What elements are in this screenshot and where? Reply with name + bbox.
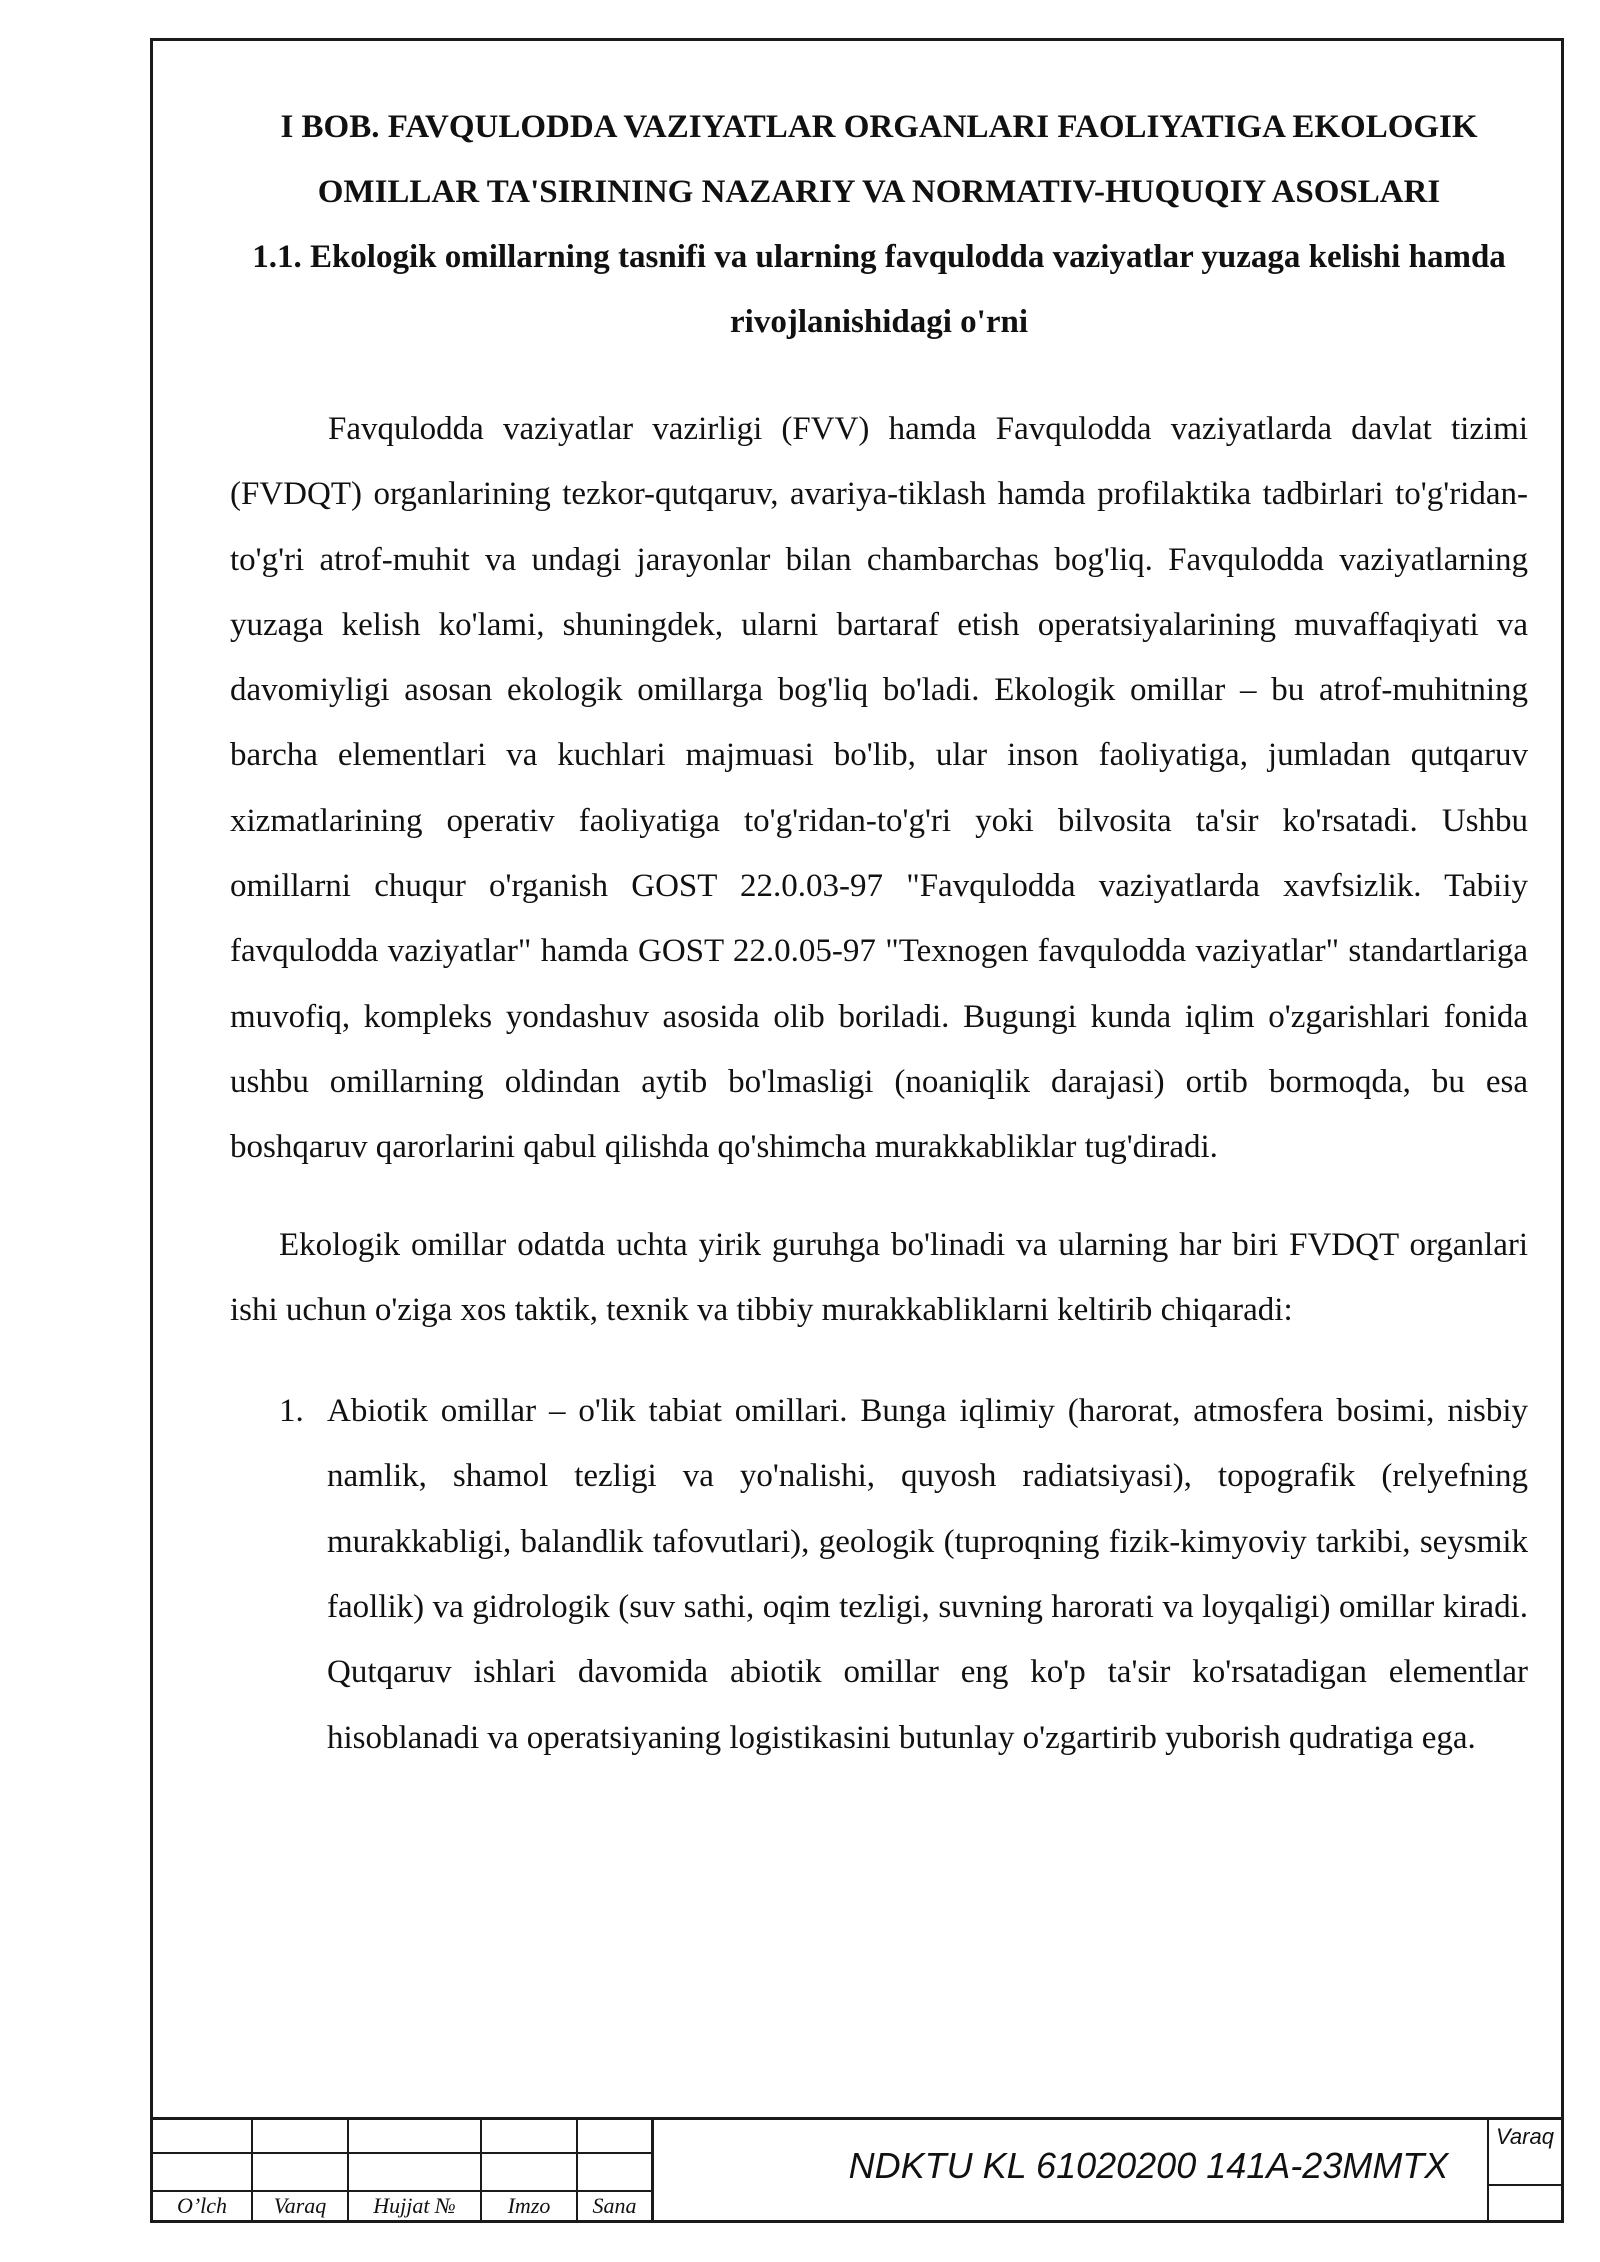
sheet-box-divider: [1489, 2184, 1561, 2186]
sheet-number-box: [1487, 2120, 1561, 2220]
list-item: [230, 1379, 1528, 1771]
document-body: [230, 95, 1528, 1771]
stamp-label-sana: Sana: [592, 2193, 637, 2218]
title-block-stamp: [150, 2117, 1564, 2223]
chapter-title: I BOB. FAVQULODDA VAZIYATLAR ORGANLARI FAOLIYATIGA EKOLOGIK OMILLAR TA'SIRINING NAZARIY VA NORMATIV-HUQUQIY ASOSLARI: [280, 109, 1478, 210]
stamp-label-imzo: Imzo: [507, 2193, 551, 2218]
document-code-cell: [651, 2120, 1600, 2220]
list-item-number: 1.: [279, 1393, 304, 1430]
factor-list: [230, 1379, 1528, 1771]
document-code: NDKTU KL 61020200 141A-23MMTX: [848, 2145, 1449, 2186]
stamp-label-olch: O’lch: [176, 2193, 228, 2218]
stamp-grid: [153, 2120, 651, 2220]
paragraph-1: Favqulodda vaziyatlar vazirligi (FVV) hamda Favqulodda vaziyatlarda davlat tizimi (FVDQT) organlarining tezkor-qutqaruv, avariya-tiklash hamda profilaktika tadbirlari to'g'ridan-to'g'ri atrof-muhit va undagi jarayonlar bilan chambarchas bog'liq. Favqulodda vaziyatlarning yuzaga kelish ko'lami, shuningdek, ularni bartaraf etish operatsiyalarining muvaffaqiyati va davomiyligi asosan ekologik omillarga bog'liq bo'ladi. Ekologik omillar – bu atrof-muhitning barcha elementlari va kuchlari majmuasi bo'lib, ular inson faoliyatiga, jumladan qutqaruv xizmatlarining operativ faoliyatiga to'g'ridan-to'g'ri yoki bilvosita ta'sir ko'rsatadi. Ushbu omillarni chuqur o'rganish GOST 22.0.03-97 "Favqulodda vaziyatlarda xavfsizlik. Tabiiy favqulodda vaziyatlar" hamda GOST 22.0.05-97 "Texnogen favqulodda vaziyatlar" standartlariga muvofiq, kompleks yondashuv asosida olib boriladi. Bugungi kunda iqlim o'zgarishlari fonida ushbu omillarning oldindan aytib bo'lmasligi (noaniqlik darajasi) ortib bormoqda, bu esa boshqaruv qarorlarini qabul qilishda qo'shimcha murakkabliklar tug'diradi.: [230, 411, 1528, 1166]
stamp-label-varaq: Varaq: [273, 2193, 327, 2218]
list-item-text: Abiotik omillar – o'lik tabiat omillari. Bunga iqlimiy (harorat, atmosfera bosimi, nisbiy namlik, shamol tezligi va yo'nalishi, quyosh radiatsiyasi), topografik (relyefning murakkabligi, balandlik tafovutlari), geologik (tuproqning fizik-kimyoviy tarkibi, seysmik faollik) va gidrologik (suv sathi, oqim tezligi, suvning harorati va loyqaligi) omillar kiradi. Qutqaruv ishlari davomida abiotik omillar eng ko'p ta'sir ko'rsatadigan elementlar hisoblanadi va operatsiyaning logistikasini butunlay o'zgartirib yuborish qudratiga ega.: [327, 1393, 1528, 1756]
stamp-label-hujjat: Hujjat №: [373, 2193, 456, 2218]
paragraph-2: Ekologik omillar odatda uchta yirik guruhga bo'linadi va ularning har biri FVDQT organlari ishi uchun o'ziga xos taktik, texnik va tibbiy murakkabliklarni keltirib chiqaradi:: [230, 1226, 1528, 1328]
section-title: 1.1. Ekologik omillarning tasnifi va ularning favqulodda vaziyatlar yuzaga kelishi hamda rivojlanishidagi o'rni: [252, 239, 1506, 340]
sheet-label: Varaq: [1496, 2124, 1554, 2149]
